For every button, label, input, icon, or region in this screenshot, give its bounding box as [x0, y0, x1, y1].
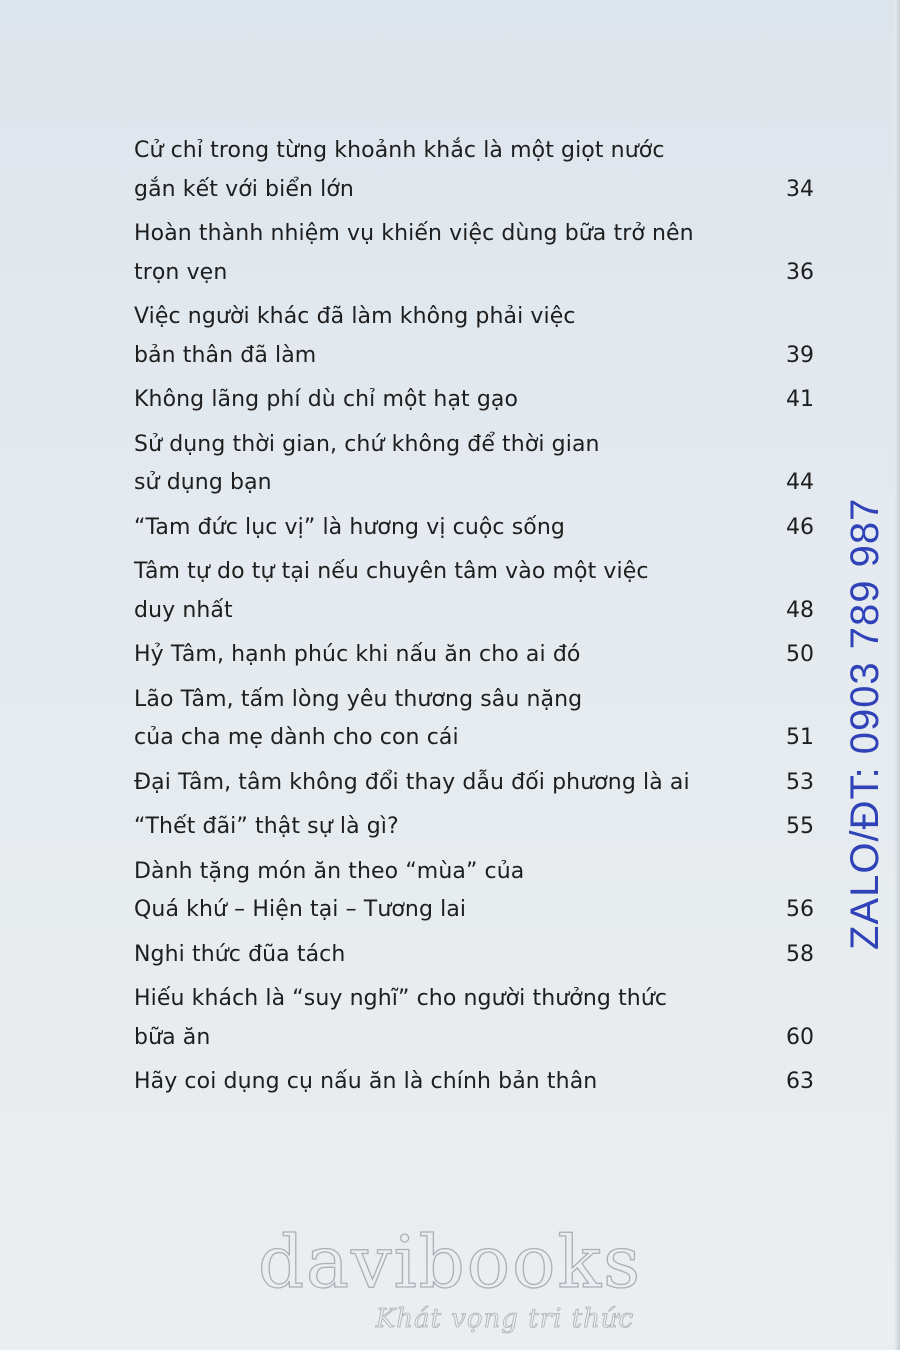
toc-entry — [134, 853, 814, 930]
toc-entry — [134, 215, 814, 292]
toc-entry-title-line: Không lãng phí dù chỉ một hạt gạo — [134, 387, 519, 412]
toc-entry-title-line: bản thân đã làm — [134, 342, 317, 368]
toc-page-number: 51 — [786, 725, 814, 750]
toc-entry-title-line: gắn kết với biển lớn — [134, 176, 354, 202]
toc-entry-title-line: sử dụng bạn — [134, 470, 272, 495]
toc-page-number: 44 — [786, 470, 814, 495]
toc-entry-title-line: Cử chỉ trong từng khoảnh khắc là một giọt nước — [134, 138, 665, 163]
toc-entry-title-line: Hoàn thành nhiệm vụ khiến việc dùng bữa trở nên — [134, 221, 694, 246]
toc-entry-title-line: Hãy coi dụng cụ nấu ăn là chính bản thân — [134, 1069, 598, 1094]
toc-page-number: 53 — [786, 769, 814, 795]
toc-page-number: 63 — [786, 1069, 814, 1094]
toc-entry — [134, 132, 814, 209]
toc-entry-title-line: Đại Tâm, tâm không đổi thay dẫu đối phương là ai — [134, 769, 690, 795]
toc-page-number: 58 — [786, 941, 814, 967]
toc-entry-title-line: duy nhất — [134, 597, 233, 623]
toc-entry-title-line: Hỷ Tâm, hạnh phúc khi nấu ăn cho ai đó — [134, 642, 581, 667]
toc-entry — [134, 381, 814, 420]
toc-page-number: 39 — [786, 342, 814, 368]
toc-entry — [134, 553, 814, 630]
toc-entry — [134, 426, 814, 503]
toc-entry — [134, 298, 814, 375]
toc-entry-title-line: Sử dụng thời gian, chứ không để thời gian — [134, 431, 600, 457]
toc-page-number: 46 — [786, 514, 814, 540]
toc-page-number: 55 — [786, 814, 814, 839]
toc-entry — [134, 509, 814, 548]
toc-entry-title-line: Nghi thức đũa tách — [134, 941, 346, 967]
table-of-contents — [134, 132, 814, 1108]
toc-entry-title-line: “Tam đức lục vị” là hương vị cuộc sống — [134, 514, 565, 540]
toc-page-number: 41 — [786, 387, 814, 412]
toc-entry — [134, 936, 814, 975]
toc-entry-title-line: Tâm tự do tự tại nếu chuyên tâm vào một việc — [134, 559, 649, 584]
contact-phone: ZALO/ĐT: 0903 789 987 — [843, 497, 887, 950]
watermark-logo: davibooks — [257, 1220, 643, 1304]
toc-page-number: 56 — [786, 897, 814, 922]
toc-page-number: 48 — [786, 597, 814, 623]
toc-entry — [134, 808, 814, 847]
toc-page-number: 34 — [786, 176, 814, 202]
toc-entry-title-line: Lão Tâm, tấm lòng yêu thương sâu nặng — [134, 686, 583, 712]
toc-entry — [134, 764, 814, 803]
toc-entry-title-line: Việc người khác đã làm không phải việc — [134, 304, 576, 329]
toc-entry-title-line: của cha mẹ dành cho con cái — [134, 725, 459, 750]
toc-entry-title-line: Hiếu khách là “suy nghĩ” cho người thưởng thức — [134, 986, 668, 1011]
toc-entry — [134, 636, 814, 675]
toc-page-number: 36 — [786, 259, 814, 285]
toc-entry — [134, 1063, 814, 1102]
toc-entry-title-line: Dành tặng món ăn theo “mùa” của — [134, 858, 525, 884]
toc-page-number: 60 — [786, 1024, 814, 1050]
toc-entry — [134, 980, 814, 1057]
toc-entry-title-line: bữa ăn — [134, 1024, 211, 1050]
toc-entry — [134, 681, 814, 758]
toc-entry-title-line: trọn vẹn — [134, 259, 228, 285]
toc-page-number: 50 — [786, 642, 814, 667]
watermark-tagline: Khát vọng tri thức — [375, 1304, 635, 1334]
toc-entry-title-line: “Thết đãi” thật sự là gì? — [134, 814, 399, 839]
toc-entry-title-line: Quá khứ – Hiện tại – Tương lai — [134, 897, 467, 922]
page-edge — [894, 0, 900, 1350]
